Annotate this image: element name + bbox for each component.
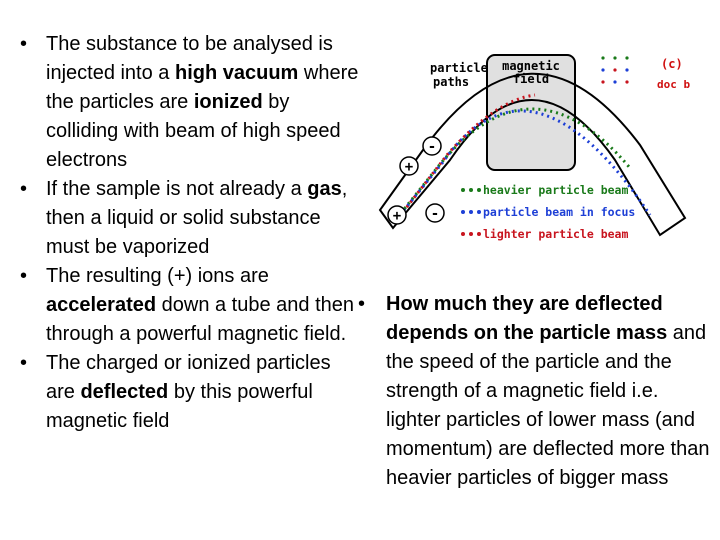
bullet-text: The charged or ionized particles are: [46, 352, 331, 403]
minus-sign-lower: -: [430, 206, 440, 222]
author-label: doc b: [657, 78, 691, 91]
left-bullet-item: [20, 175, 360, 262]
bullet-text: down a tube and then through a powerful magnetic field.: [46, 294, 355, 345]
bullet-bold-text: accelerated: [46, 294, 157, 316]
left-bullet-item: [20, 262, 360, 349]
legend-focus: [461, 205, 635, 219]
legend-heavier-label: heavier particle beam: [483, 183, 629, 197]
bullet-text: The resulting (+) ions are: [46, 265, 269, 287]
legend-lighter: [461, 227, 628, 241]
bullet-bold-text: particle mass: [539, 322, 668, 344]
bullet-bold-text: How much they are deflected depends on the: [386, 293, 663, 344]
bullet-marker: •: [358, 293, 366, 315]
minus-sign-upper: -: [427, 139, 437, 155]
copyright-label: (c): [661, 57, 683, 71]
mass-spectrometer-diagram: [375, 50, 700, 245]
left-bullet-list: [20, 30, 360, 436]
bullet-bold-text: deflected: [80, 381, 169, 403]
bullet-text: The substance to be analysed is injected into a: [46, 33, 333, 84]
particle-paths-label-1: particle: [430, 61, 488, 75]
bullet-bold-text: high vacuum: [174, 62, 299, 84]
bullet-marker: •: [20, 352, 28, 374]
field-dots: [601, 56, 628, 83]
legend-lighter-label: lighter particle beam: [483, 227, 629, 241]
legend-heavier: [461, 183, 628, 197]
bullet-text: If the sample is not already a: [46, 178, 308, 200]
bullet-marker: •: [20, 265, 28, 287]
magnetic-field-label-1: magnetic: [502, 59, 560, 73]
bullet-text: , then a liquid or solid substance must be vaporized: [46, 178, 348, 258]
bullet-marker: •: [20, 178, 28, 200]
plus-sign-upper: +: [404, 159, 414, 175]
bullet-text: by this powerful magnetic field: [46, 381, 313, 432]
bullet-bold-text: ionized: [193, 91, 263, 113]
legend-focus-label: particle beam in focus: [483, 205, 636, 219]
bullet-text: and the speed of the particle and the strength of a magnetic field i.e. lighter particles of lower mass (and momentum) are deflected more than heavier particles of bigger mass: [386, 322, 710, 489]
plus-sign-lower: +: [392, 208, 402, 224]
right-bullet-list: [358, 290, 718, 493]
left-bullet-item: [20, 349, 360, 436]
magnetic-field-label-2: field: [512, 72, 550, 86]
right-bullet-item: [358, 290, 718, 493]
particle-paths-label-2: paths: [433, 75, 470, 89]
bullet-text: by colliding with beam of high speed electrons: [46, 91, 341, 171]
left-bullet-item: [20, 30, 360, 175]
bullet-marker: •: [20, 33, 28, 55]
bullet-text: where the particles are: [46, 62, 359, 113]
bullet-bold-text: gas: [307, 178, 342, 200]
